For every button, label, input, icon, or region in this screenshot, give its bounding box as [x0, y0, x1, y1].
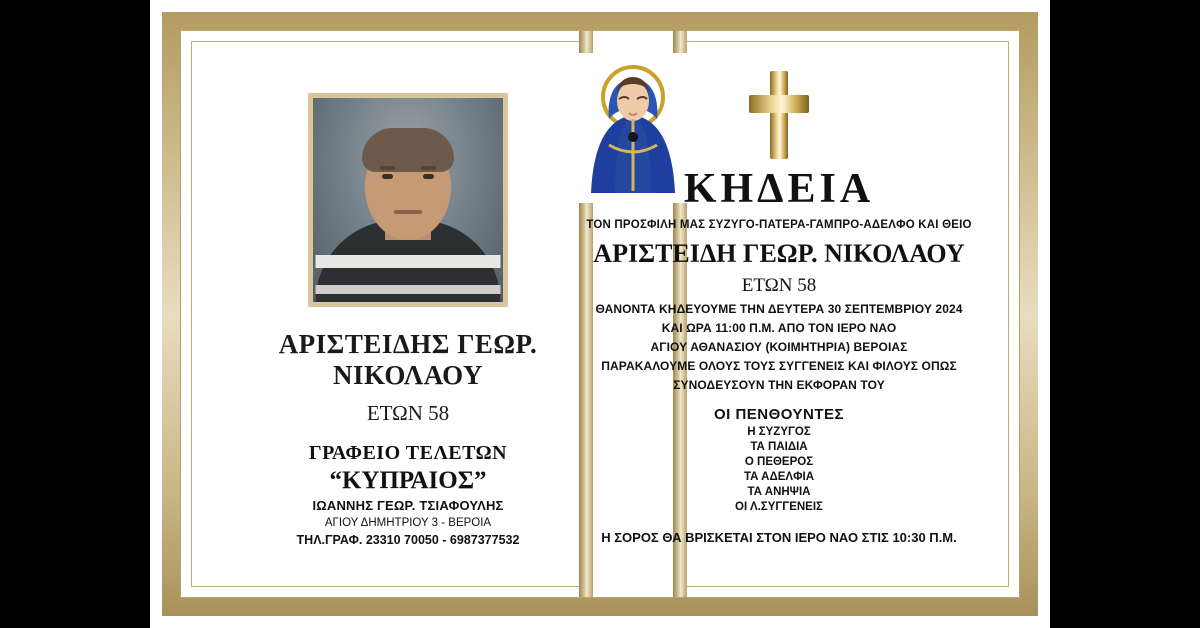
- relation-line: ΤΟΝ ΠΡΟΣΦΙΛΗ ΜΑΣ ΣΥΖΥΓΟ-ΠΑΤΕΡΑ-ΓΑΜΠΡΟ-ΑΔΕΛΦΟ ΚΑΙ ΘΕΙΟ: [586, 219, 972, 231]
- mourner-item: ΤΑ ΑΔΕΛΦΙΑ: [743, 471, 815, 483]
- office-person: ΙΩΑΝΝΗΣ ΓΕΩΡ. ΤΣΙΑΦΟΥΛΗΣ: [312, 498, 504, 513]
- deceased-name-left: ΑΡΙΣΤΕΙΔΗΣ ΓΕΩΡ. ΝΙΚΟΛΑΟΥ: [278, 329, 538, 390]
- deceased-age-right: ΕΤΩΝ 58: [741, 275, 817, 296]
- mourners-list: [579, 426, 979, 513]
- body-line: ΠΑΡΑΚΑΛΟΥΜΕ ΟΛΟΥΣ ΤΟΥΣ ΣΥΓΓΕΝΕΙΣ ΚΑΙ ΦΙΛΟΥΣ ΟΠΩΣ: [601, 359, 957, 373]
- mourner-item: ΤΑ ΑΝΗΨΙΑ: [747, 486, 811, 498]
- office-brand: “ΚΥΠΡΑΙΟΣ”: [329, 467, 487, 494]
- mourner-item: ΟΙ Λ.ΣΥΓΓΕΝΕΙΣ: [735, 501, 823, 513]
- office-address: ΑΓΙΟΥ ΔΗΜΗΤΡΙΟΥ 3 - ΒΕΡΟΙΑ: [324, 517, 492, 529]
- body-line: ΚΑΙ ΩΡΑ 11:00 Π.Μ. ΑΠΟ ΤΟΝ ΙΕΡΟ ΝΑΟ: [661, 321, 897, 335]
- heading-kideia: ΚΗΔΕΙΑ: [683, 166, 875, 212]
- gold-cross-icon: [579, 67, 979, 163]
- mourner-item: Ο ΠΕΘΕΡΟΣ: [744, 456, 814, 468]
- body-line: ΑΓΙΟΥ ΑΘΑΝΑΣΙΟΥ (ΚΟΙΜΗΤΗΡΙΑ) ΒΕΡΟΙΑΣ: [650, 340, 908, 354]
- office-title: ΓΡΑΦΕΙΟ ΤΕΛΕΤΩΝ: [308, 442, 508, 464]
- mourner-item: Η ΣΥΖΥΓΟΣ: [747, 426, 811, 438]
- funeral-office-block: [223, 442, 593, 547]
- footer-note: Η ΣΟΡΟΣ ΘΑ ΒΡΙΣΚΕΤΑΙ ΣΤΟΝ ΙΕΡΟ ΝΑΟ ΣΤΙΣ 10:30 Π.Μ.: [601, 530, 957, 545]
- gold-frame: [162, 12, 1038, 616]
- office-phone: ΤΗΛ.ΓΡΑΦ. 23310 70050 - 6987377532: [296, 533, 520, 547]
- body-lines: [579, 302, 979, 392]
- deceased-name-right: ΑΡΙΣΤΕΙΔΗ ΓΕΩΡ. ΝΙΚΟΛΑΟΥ: [593, 239, 965, 268]
- frame-inner: [180, 30, 1020, 598]
- body-line: ΣΥΝΟΔΕΥΣΟΥΝ ΤΗΝ ΕΚΦΟΡΑΝ ΤΟΥ: [673, 378, 885, 392]
- mourners-title: ΟΙ ΠΕΝΘΟΥΝΤΕΣ: [713, 406, 845, 423]
- mourner-item: ΤΑ ΠΑΙΔΙΑ: [750, 441, 808, 453]
- announcement-card: [150, 0, 1050, 628]
- deceased-age-left: ΕΤΩΝ 58: [366, 401, 450, 425]
- left-panel: [223, 67, 593, 561]
- right-panel: [579, 67, 979, 561]
- body-line: ΘΑΝΟΝΤΑ ΚΗΔΕΥΟΥΜΕ ΤΗΝ ΔΕΥΤΕΡΑ 30 ΣΕΠΤΕΜΒΡΙΟΥ 2024: [595, 302, 963, 316]
- portrait-photo: [308, 93, 508, 307]
